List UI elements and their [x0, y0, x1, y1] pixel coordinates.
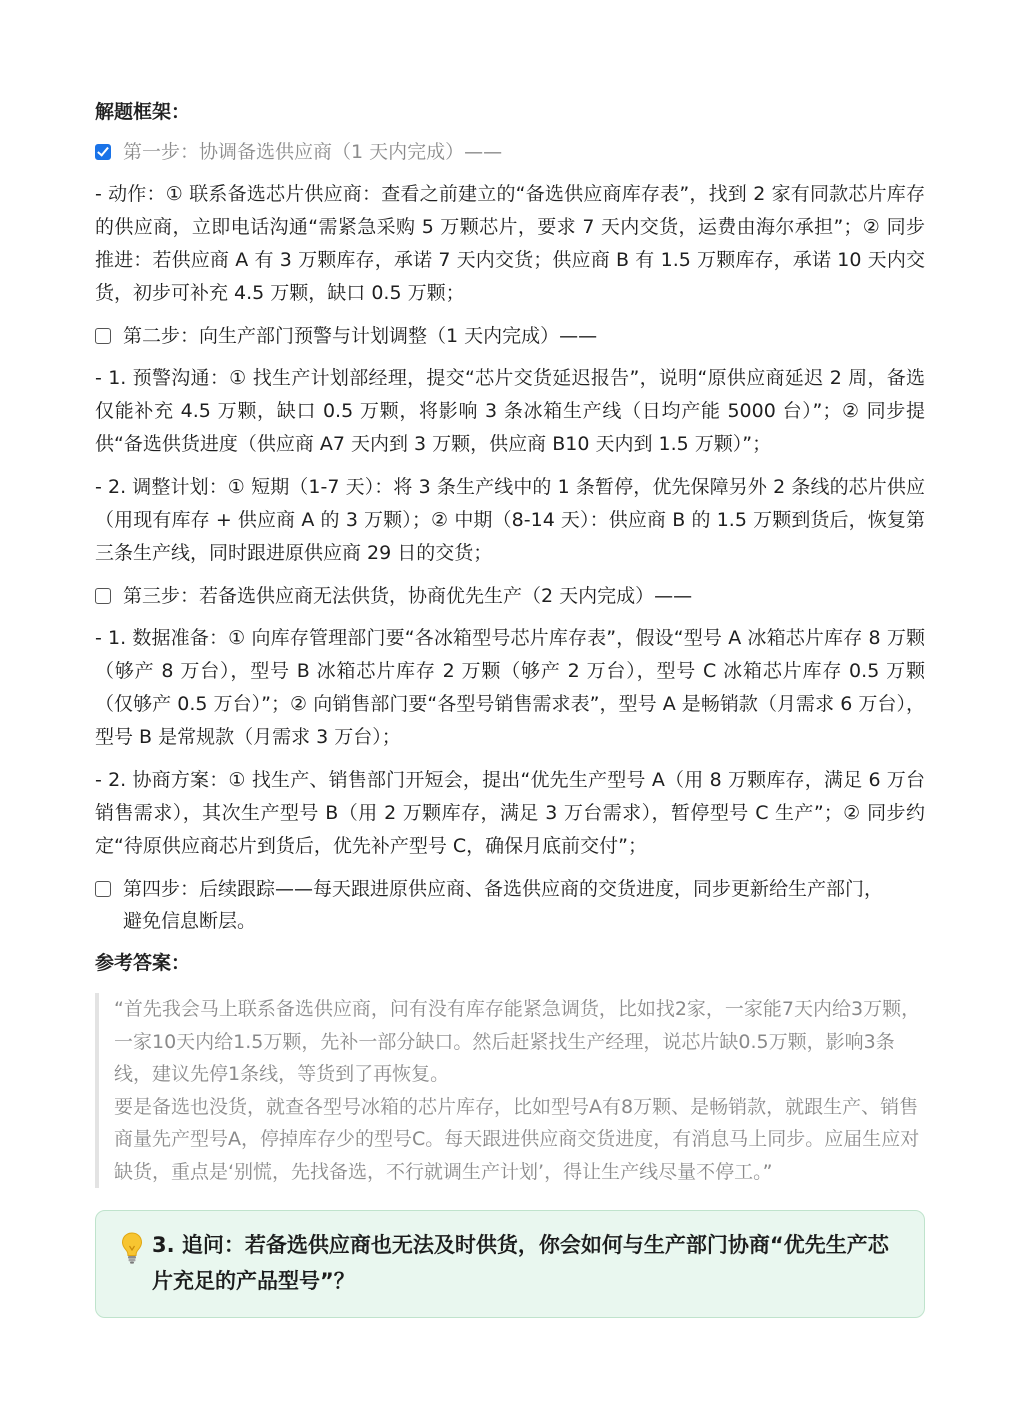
reference-paragraph-2: 要是备选也没货，就查各型号冰箱的芯片库存，比如型号A有8万颗、是畅销款，就跟生产、销售商量先产型号A，停掉库存少的型号C。每天跟进供应商交货进度，有消息马上同步。应届生应对缺货，重点是‘别慌，先找备选，不行就调生产计划’，得让生产线尽量不停工。”	[114, 1095, 920, 1183]
step2-item2: - 2. 调整计划：① 短期（1-7 天）：将 3 条生产线中的 1 条暂停，优先保障另外 2 条线的芯片供应（用现有库存 + 供应商 A 的 3 万颗）；② 中期（8-14 天）：供应商 B 的 1.5 万颗到货后，恢复第三条生产线，同时跟进原供应商 29 日的交货；	[95, 476, 925, 564]
step3-item1: - 1. 数据准备：① 向库存管理部门要“各冰箱型号芯片库存表”，假设“型号 A 冰箱芯片库存 8 万颗（够产 8 万台），型号 B 冰箱芯片库存 2 万颗（够产 2 万台），型号 C 冰箱芯片库存 0.5 万颗（仅够产 0.5 万台）”；② 向销售部门要“各型号销售需求表”，型号 A 是畅销款（月需求 6 万台），型号 B 是常规款（月需求 3 万台）；	[95, 627, 925, 748]
step4-title: 第四步：后续跟踪——每天跟进原供应商、备选供应商的交货进度，同步更新给生产部门，避免信息断层。	[123, 878, 884, 932]
reference-paragraph-1: “首先我会马上联系备选供应商，问有没有库存能紧急调货，比如找2家，一家能7天内给3万颗，一家10天内给1.5万颗，先补一部分缺口。然后赶紧找生产经理，说芯片缺0.5万颗，影响3条线，建议先停1条线，等货到了再恢复。	[114, 998, 921, 1085]
lightbulb-icon	[120, 1231, 144, 1265]
framework-heading: 解题框架：	[95, 101, 191, 123]
step2-title: 第二步：向生产部门预警与计划调整（1 天内完成）——	[123, 325, 598, 347]
step2-item1: - 1. 预警沟通：① 找生产计划部经理，提交“芯片交货延迟报告”，说明“原供应商延迟 2 周，备选仅能补充 4.5 万颗，缺口 0.5 万颗，将影响 3 条冰箱生产线（日均产能 5000 台）”；② 同步提供“备选供货进度（供应商 A7 天内到 3 万颗，供应商 B10 天内到 1.5 万颗）”；	[95, 367, 925, 455]
document-page	[95, 96, 925, 1318]
step1-checkbox[interactable]	[95, 144, 111, 160]
step2-checkbox[interactable]	[95, 328, 111, 344]
step4-task	[95, 873, 925, 937]
reference-quote	[95, 993, 925, 1188]
reference-heading: 参考答案：	[95, 952, 191, 974]
step3-task	[95, 580, 925, 612]
followup-callout	[95, 1210, 925, 1318]
step1-title: 第一步：协调备选供应商（1 天内完成）——	[123, 141, 503, 163]
step4-checkbox[interactable]	[95, 881, 111, 897]
step3-item2: - 2. 协商方案：① 找生产、销售部门开短会，提出“优先生产型号 A（用 8 万颗库存，满足 6 万台销售需求），其次生产型号 B（用 2 万颗库存，满足 3 万台需求），暂停型号 C 生产”；② 同步约定“待原供应商芯片到货后，优先补产型号 C，确保月底前交付”；	[95, 769, 925, 857]
step1-task	[95, 136, 925, 168]
step2-task	[95, 320, 925, 352]
step3-title: 第三步：若备选供应商无法供货，协商优先生产（2 天内完成）——	[123, 585, 693, 607]
step1-action: - 动作：① 联系备选芯片供应商：查看之前建立的“备选供应商库存表”，找到 2 家有同款芯片库存的供应商，立即电话沟通“需紧急采购 5 万颗芯片，要求 7 天内交货，运费由海尔承担”；② 同步推进：若供应商 A 有 3 万颗库存，承诺 7 天内交货；供应商 B 有 1.5 万颗库存，承诺 10 天内交货，初步可补充 4.5 万颗，缺口 0.5 万颗；	[95, 183, 925, 304]
followup-question: 3. 追问：若备选供应商也无法及时供货，你会如何与生产部门协商“优先生产芯片充足的产品型号”？	[152, 1233, 889, 1293]
step3-checkbox[interactable]	[95, 588, 111, 604]
